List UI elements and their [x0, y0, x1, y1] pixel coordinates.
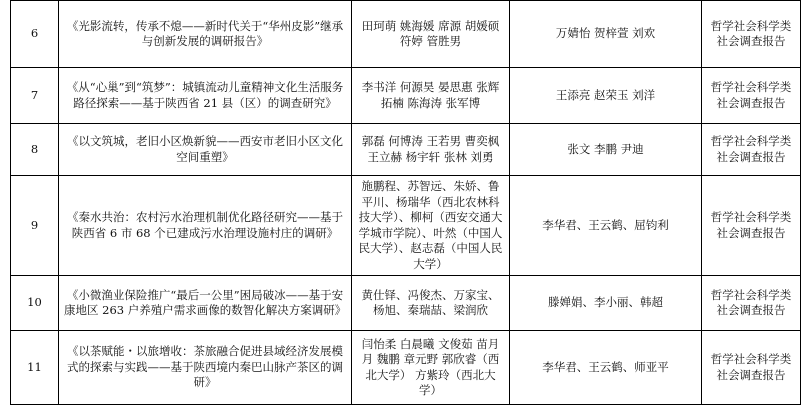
row-number: 9 [11, 176, 59, 276]
table-row [11, 124, 801, 176]
team-members: 李书洋 何源昊 晏思惠 张辉 拓楠 陈海涛 张军博 [352, 68, 510, 124]
advisors: 张文 李鹏 尹迪 [510, 124, 702, 176]
row-number: 6 [11, 1, 59, 68]
category: 哲学社会科学类社会调查报告 [702, 68, 801, 124]
category: 哲学社会科学类社会调查报告 [702, 331, 801, 405]
project-title: 《小微渔业保险推广“最后一公里”困局破冰——基于安康地区 263 户养殖户需求画像的数智化解决方案调研》 [59, 276, 352, 331]
category: 哲学社会科学类社会调查报告 [702, 276, 801, 331]
category: 哲学社会科学类社会调查报告 [702, 1, 801, 68]
advisors: 李华君、王云鹤、屈钧利 [510, 176, 702, 276]
team-members: 黄仕铎、冯俊杰、万家宝、杨旭、秦瑞喆、梁润欣 [352, 276, 510, 331]
team-members: 郭磊 何博涛 王若男 曹奕枫 王立赫 杨宇轩 张林 刘勇 [352, 124, 510, 176]
row-number: 8 [11, 124, 59, 176]
project-title: 《从“心巢”到“筑梦”：城镇流动儿童精神文化生活服务路径探索——基于陕西省 21 县（区）的调查研究》 [59, 68, 352, 124]
awards-table [10, 0, 801, 405]
row-number: 11 [11, 331, 59, 405]
table-row [11, 176, 801, 276]
row-number: 7 [11, 68, 59, 124]
project-title: 《秦水共治：农村污水治理机制优化路径研究——基于陕西省 6 市 68 个已建成污水治理设施村庄的调研》 [59, 176, 352, 276]
table-row [11, 276, 801, 331]
project-title: 《以文筑城，老旧小区焕新貌——西安市老旧小区文化空间重塑》 [59, 124, 352, 176]
team-members: 田珂萌 姚海媛 席源 胡媛硕 符婷 管胜男 [352, 1, 510, 68]
row-number: 10 [11, 276, 59, 331]
project-title: 《光影流转，传承不熄——新时代关于“华州皮影”继承与创新发展的调研报告》 [59, 1, 352, 68]
advisors: 李华君、王云鹤、师亚平 [510, 331, 702, 405]
category: 哲学社会科学类社会调查报告 [702, 124, 801, 176]
project-title: 《以茶赋能・以旅增收：茶旅融合促进县域经济发展模式的探索与实践——基于陕西境内秦巴山脉产茶区的调研》 [59, 331, 352, 405]
team-members: 闫怡柔 白晨曦 文俊茹 苗月月 魏鹏 章元野 郭欣睿（西北大学） 方紫玲（西北大学） [352, 331, 510, 405]
advisors: 王添亮 赵荣玉 刘洋 [510, 68, 702, 124]
table-row [11, 331, 801, 405]
team-members: 施鹏程、苏智远、朱娇、鲁平川、杨瑞华（西北农林科技大学）、柳柯（西安交通大学城市学院）、叶然（中国人民大学）、赵志磊（中国人民大学） [352, 176, 510, 276]
advisors: 万婧怡 贺梓萱 刘欢 [510, 1, 702, 68]
advisors: 滕婵娟、李小丽、韩超 [510, 276, 702, 331]
table-row [11, 68, 801, 124]
category: 哲学社会科学类社会调查报告 [702, 176, 801, 276]
table-row [11, 1, 801, 68]
